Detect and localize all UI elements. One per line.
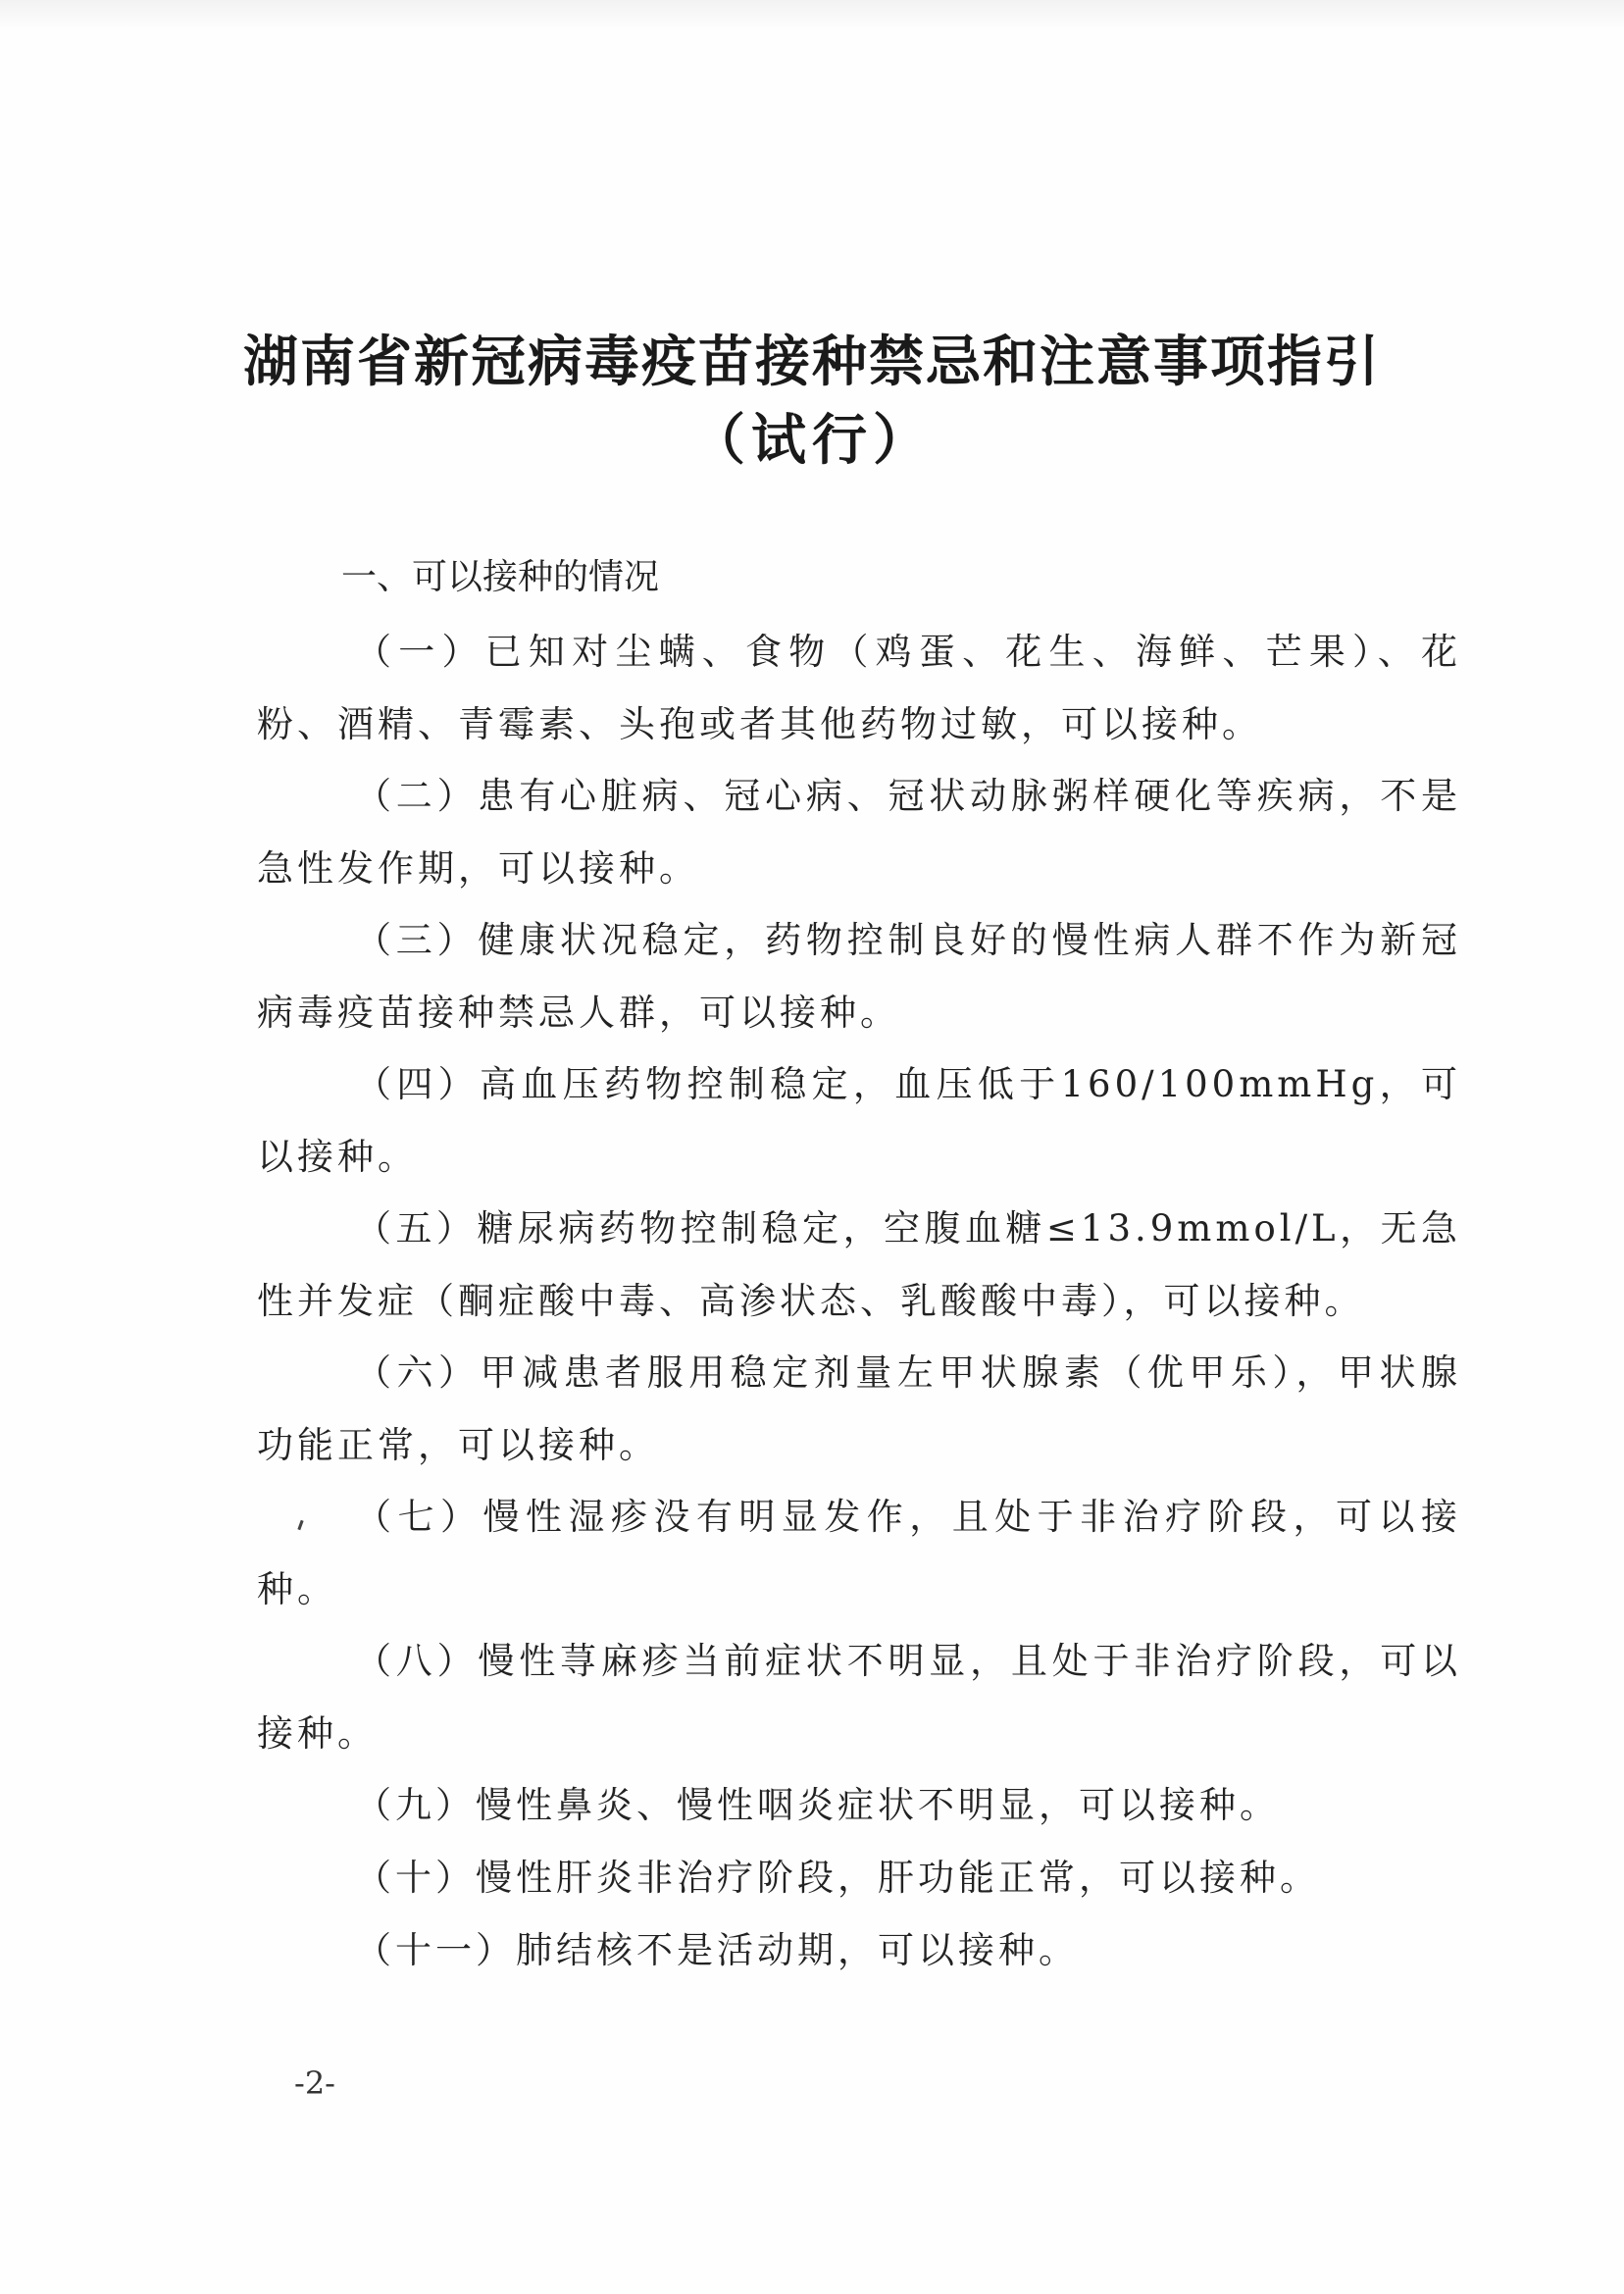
paragraph-item-9: （九）慢性鼻炎、慢性咽炎症状不明显，可以接种。 <box>355 1784 1280 1826</box>
section-heading: 一、可以接种的情况 <box>341 557 660 597</box>
paragraph-item-1: （一）已知对尘螨、食物（鸡蛋、花生、海鲜、芒果）、花粉、酒精、青霉素、头孢或者其他药物过敏，可以接种。 <box>257 631 1461 745</box>
scan-edge-shadow <box>0 0 1624 29</box>
paragraph-item-6: （六）甲减患者服用稳定剂量左甲状腺素（优甲乐），甲状腺功能正常，可以接种。 <box>257 1351 1461 1466</box>
document-title: 湖南省新冠病毒疫苗接种禁忌和注意事项指引 <box>243 330 1381 394</box>
paragraph-item-2: （二）患有心脏病、冠心病、冠状动脉粥样硬化等疾病，不是急性发作期，可以接种。 <box>257 775 1461 890</box>
paragraph-item-8: （八）慢性荨麻疹当前症状不明显，且处于非治疗阶段，可以接种。 <box>257 1640 1461 1755</box>
paragraph-item-10: （十）慢性肝炎非治疗阶段，肝功能正常，可以接种。 <box>355 1857 1320 1899</box>
paragraph-item-7: （七）慢性湿疹没有明显发作，且处于非治疗阶段，可以接种。 <box>257 1496 1461 1610</box>
paragraph-item-4: （四）高血压药物控制稳定，血压低于160/100mmHg，可以接种。 <box>257 1063 1461 1178</box>
paragraph-item-11: （十一）肺结核不是活动期，可以接种。 <box>355 1929 1079 1971</box>
page-number: -2- <box>294 2065 335 2102</box>
paragraph-item-3: （三）健康状况稳定，药物控制良好的慢性病人群不作为新冠病毒疫苗接种禁忌人群，可以接种。 <box>257 919 1461 1034</box>
paragraph-item-5: （五）糖尿病药物控制稳定，空腹血糖≤13.9mmol/L，无急性并发症（酮症酸中毒、高渗状态、乳酸酸中毒），可以接种。 <box>257 1207 1461 1322</box>
document-subtitle: （试行） <box>690 408 934 473</box>
